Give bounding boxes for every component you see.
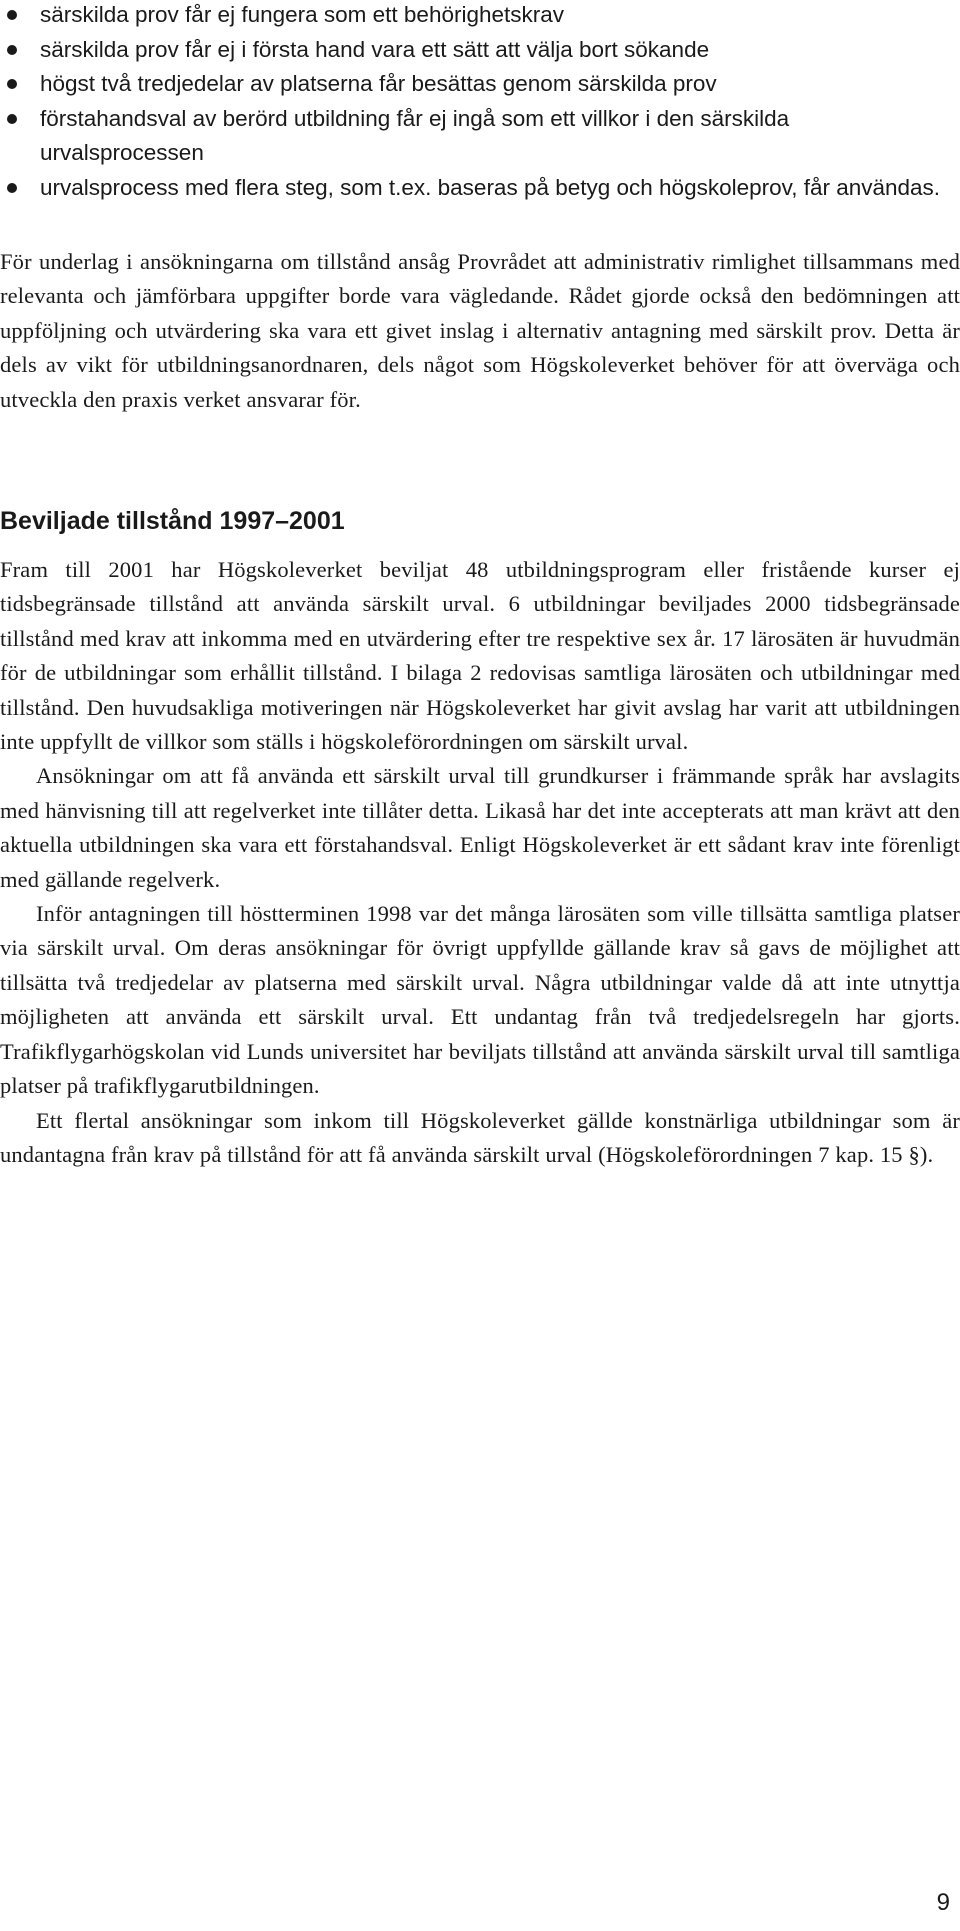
bullet-icon	[7, 183, 17, 193]
section-body	[0, 553, 960, 1172]
intro-paragraph: För underlag i ansökningarna om tillstånd ansåg Provrådet att administrativ rimlighet tillsammans med relevanta och jämförbara uppgifter borde vara vägledande. Rådet gjorde också den bedömningen att uppföljning och utvärdering ska vara ett givet inslag i alternativ antagning med särskilt prov. Detta är dels av vikt för utbildningsanordnaren, dels något som Högskoleverket behöver för att överväga och utveckla den praxis verket ansvarar för.	[0, 249, 960, 412]
intro-section	[0, 245, 960, 417]
body-paragraph: Ett flertal ansökningar som inkom till Högskoleverket gällde konstnärliga utbildningar som är undantagna från krav på tillstånd för att få använda särskilt urval (Högskoleförordningen 7 kap. 15 §).	[0, 1107, 960, 1167]
bullet-icon	[7, 79, 17, 89]
page-number: 9	[936, 1889, 950, 1916]
body-paragraph: Ansökningar om att få använda ett särskilt urval till grundkurser i främmande språk har avslagits med hänvisning till att regelverket inte tillåter detta. Likaså har det inte accepterats att man krävt att den aktuella utbildningen ska vara ett förstahandsval. Enligt Högskoleverket är ett sådant krav inte förenligt med gällande regelverk.	[0, 763, 960, 892]
bullet-text: särskilda prov får ej i första hand vara ett sätt att välja bort sökande	[40, 36, 710, 62]
bullet-icon	[7, 10, 17, 20]
bullet-icon	[7, 114, 17, 124]
bullet-item	[0, 67, 960, 102]
body-paragraph: Inför antagningen till höstterminen 1998 var det många lärosäten som ville tillsätta samtliga platser via särskilt urval. Om deras ansökningar för övrigt uppfyllde gällande krav så gavs de möjlighet att tillsätta två tredjedelar av platserna med särskilt urval. Några utbildningar valde då att inte utnyttja möjligheten att använda ett särskilt urval. Ett undantag från två tredjedelsregeln har gjorts. Trafikflygarhögskolan vid Lunds universitet har beviljats tillstånd att använda särskilt urval till samtliga platser på trafikflygarutbildningen.	[0, 901, 960, 1099]
requirements-bullet-list	[0, 0, 960, 205]
bullet-text: urvalsprocess med flera steg, som t.ex. baseras på betyg och högskoleprov, får användas.	[40, 174, 941, 200]
bullet-text: förstahandsval av berörd utbildning får ej ingå som ett villkor i den särskilda urvalsprocessen	[40, 105, 790, 165]
section-heading: Beviljade tillstånd 1997–2001	[0, 507, 345, 535]
bullet-item	[0, 33, 960, 68]
bullet-item	[0, 102, 960, 171]
bullet-icon	[7, 45, 17, 55]
bullet-item	[0, 0, 960, 33]
body-paragraph: Fram till 2001 har Högskoleverket beviljat 48 utbildningsprogram eller fristående kurser ej tidsbegränsade tillstånd att använda särskilt urval. 6 utbildningar beviljades 2000 tidsbegränsade tillstånd med krav att inkomma med en utvärdering efter tre respektive sex år. 17 lärosäten är huvudmän för de utbildningar som erhållit tillstånd. I bilaga 2 redovisas samtliga lärosäten och utbildningar med tillstånd. Den huvudsakliga motiveringen när Högskoleverket har givit avslag har varit att utbildningen inte uppfyllt de villkor som ställs i högskoleförordningen om särskilt urval.	[0, 557, 960, 755]
bullet-item	[0, 171, 960, 206]
bullet-text: särskilda prov får ej fungera som ett behörighetskrav	[40, 2, 565, 27]
bullet-text: högst två tredjedelar av platserna får besättas genom särskilda prov	[40, 71, 717, 96]
